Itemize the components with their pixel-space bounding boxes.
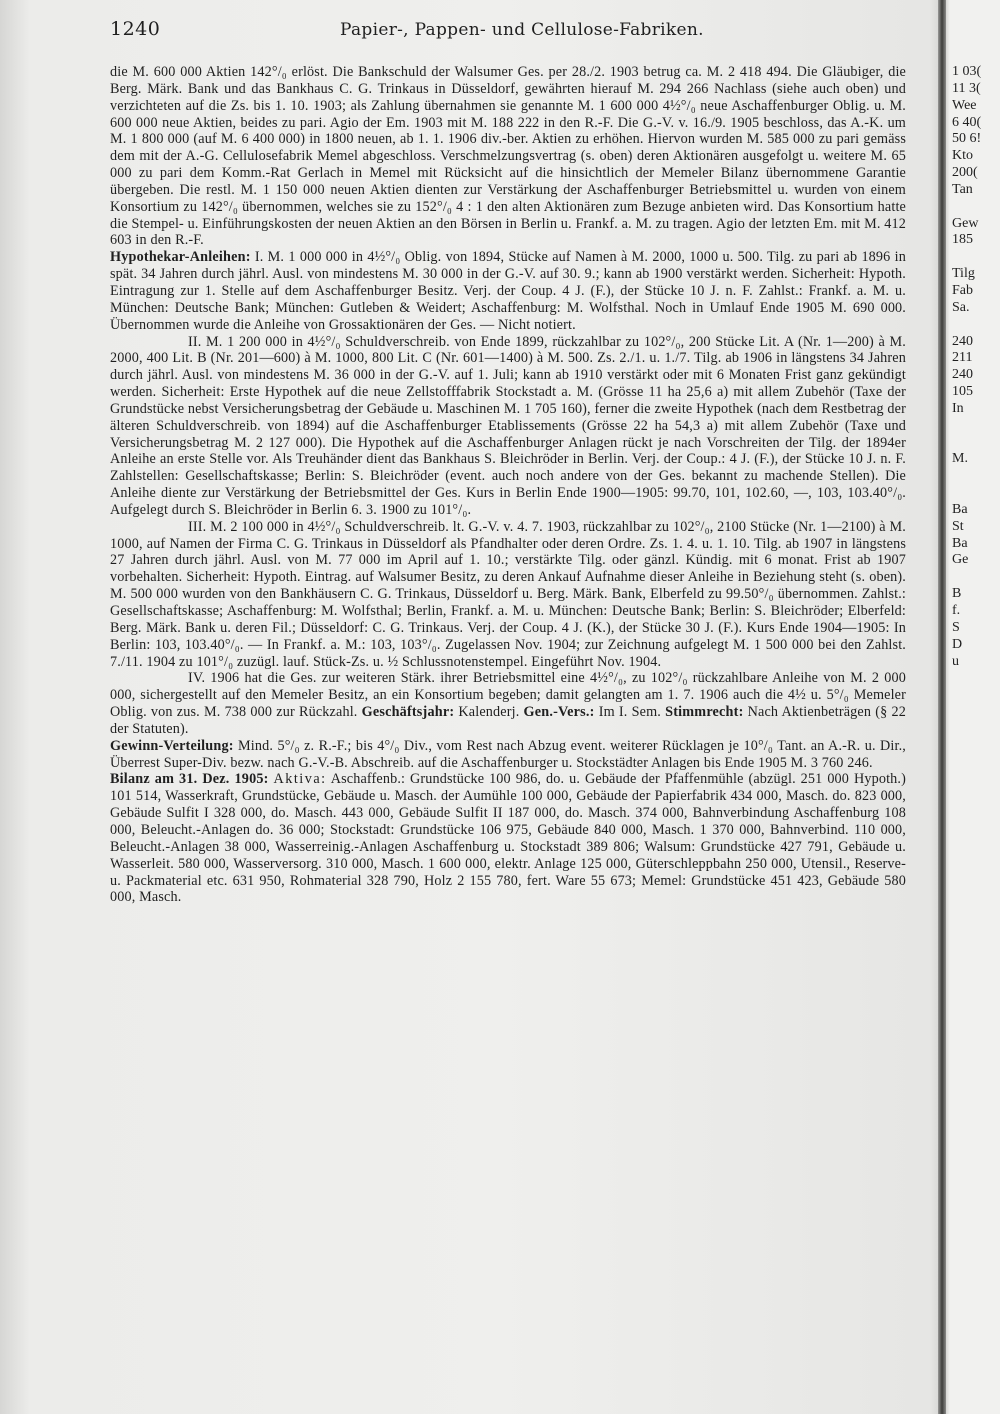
margin-fragment [952,670,1000,687]
general-meeting-label: Gen.-Vers.: [523,704,595,721]
general-meeting-value: Im I. Sem. [598,704,661,721]
voting-right-value: Nach Aktienbeträgen (§ 22 der Statuten). [110,704,906,737]
voting-right-label: Stimmrecht: [665,704,744,721]
margin-fragment [952,755,1000,772]
margin-fragment [952,1176,1000,1193]
profit-distribution-value: Mind. 5°/₀ z. R.-F.; bis 4°/₀ Div., vom Rest nach Abzug event. weiterer Rücklagen je 10°/₀ Tant. an A.-R. u. Dir., Überrest Super-Div. bezw. nach G.-V.-B. Abschreib. auf die Aschaffenburger u. Stockstädter Anlagen bis Ende 1905 M. 3 760 246. [110,737,906,771]
margin-fragment [952,687,1000,704]
margin-fragment [952,1310,1000,1327]
margin-fragment [952,1277,1000,1294]
margin-fragment [952,839,1000,856]
margin-fragment: 211 [952,350,973,366]
margin-fragment: In [952,400,964,416]
margin-fragment: M. [952,451,968,467]
margin-fragment [952,1024,1000,1041]
margin-fragment [952,1075,1000,1092]
margin-fragment [952,1226,1000,1243]
margin-fragment: Fab [952,282,973,298]
paragraph-mortgage-loan-4: IV. 1906 hat die Ges. zur weiteren Stärk. ihrer Betriebsmittel eine 4½°/₀, zu 102°/₀ rückzahlbare Anleihe von M. 2 000 000, sichergestellt auf den Memeler Besitz, an ein Konsortium begeben; damit gelangten am 1. 7. 1906 auch die 4½ u. 5°/₀ Memeler Oblig. von zus. M. 738 000 zur Rückzahl. Geschäftsjahr: Kalenderj. Gen.-Vers.: Im I. Sem. Stimmrecht: Nach Aktienbeträgen (§ 22 der Statuten). [110,670,906,737]
paragraph-profit-distribution [110,738,906,772]
margin-fragment [952,805,1000,822]
margin-fragment [952,485,1000,502]
balance-sheet-label: Bilanz am 31. Dez. 1905: [110,771,269,788]
margin-fragment: f. [952,603,961,618]
paragraph-mortgage-loan-2: II. M. 1 200 000 in 4½°/₀ Schuldverschreib. von Ende 1899, rückzahlbar zu 102°/₀, 200 Stücke Lit. A (Nr. 1—200) à M. 2000, 400 Lit. B (Nr. 201—600) à M. 1000, 800 Lit. C (Nr. 601—1400) à M. 500. Zs. 2./1. u. 1./7. Tilg. ab 1906 in längstens 34 Jahren durch jährl. Ausl. von mindestens M. 36 000 in der G.-V. auf 1. Juli; kann ab 1910 verstärkt oder mit 6 Monaten Frist ganz gekündigt werden. Sicherheit: Erste Hypothek auf die neue Zellstofffabrik Stockstadt a. M. (Grösse 11 ha 25,6 a) mit allem Zubehör (Taxe der Grundstücke nebst Versicherungsbetrag der Gebäude u. Maschinen M. 1 705 160), ferner die zweite Hypothek (nach dem Restbetrag der älteren Schuldverschreib. von 1894) auf die Aschaffenburger Etablissements (Grösse 22 ha 54,3 a) mit allem Zubehör (Taxe und Versicherungsbetrag M. 2 127 000). Die Hypothek auf die Aschaffenburger Anlagen rückt je nach Vorschreiten der Tilg. der 1894er Anleihe an erste Stelle vor. Als Treuhänder dient das Bankhaus S. Bleichröder in Berlin. Verj. der Coup.: 4 J. (F.), der Stücke 10 J. n. F. Zahlstellen: Gesellschaftskasse; Berlin: S. Bleichröder (event. auch noch andere von der Ges. bekannt zu machende Stellen). Die Anleihe diente zur Verstärkung der Betriebsmittel der Ges. Kurs in Berlin Ende 1900—1905: 99.70, 101, 102.60, —, 103, 103.40°/₀. Aufgelegt durch S. Bleichröder in Berlin 6. 3. 1900 zu 101°/₀. [110,333,906,518]
margin-fragment [952,317,1000,334]
margin-fragment: D [952,636,963,652]
margin-fragment: Ba [952,501,968,517]
margin-fragment: 185 [952,232,973,248]
margin-fragment [952,1058,1000,1075]
margin-fragment [952,788,1000,805]
margin-fragment: Wee [952,97,977,113]
margin-fragment [952,1378,1000,1395]
running-title: Papier-, Pappen- und Cellulose-Fabriken. [340,20,704,40]
margin-fragment: Tan [952,181,973,197]
margin-fragment: 6 40( [952,114,982,130]
margin-fragment: 11 3( [952,80,981,96]
margin-fragment [952,1125,1000,1142]
main-text-column [110,64,906,906]
margin-fragment [952,889,1000,906]
margin-fragment: 200( [952,165,978,181]
margin-fragment: 105 [952,384,973,400]
margin-fragment [952,704,1000,721]
margin-fragment [952,923,1000,940]
margin-fragment: Kto [952,148,973,164]
margin-fragment: B [952,586,962,602]
margin-fragment: 240 [952,367,973,383]
margin-fragment [952,1209,1000,1226]
paragraph-mortgage-loan-3: III. M. 2 100 000 in 4½°/₀ Schuldverschreib. lt. G.-V. v. 4. 7. 1903, rückzahlbar zu 102°/₀, 2100 Stücke (Nr. 1—2100) à M. 1000, auf Namen der Firma C. G. Trinkaus in Düsseldorf als Pfandhalter oder deren Ordre. Zs. 1. 4. u. 1. 10. Tilg. ab 1907 in längstens 27 Jahren durch jährl. Ausl. von M. 77 000 im April auf 1. 10.; verstärkte Tilg. oder gänzl. Kündig. mit 6 monat. Frist ab 1907 vorbehalten. Sicherheit: Hypoth. Eintrag. auf Walsumer Besitz, zu deren Ankauf Aufnahme dieser Anleihe in Beziehung steht (s. oben). M. 500 000 wurden von den Bankhäusern C. G. Trinkaus, Düsseldorf u. Berg. Märk. Bank, Elberfeld zu 99.50°/₀ übernommen. Zahlst.: Gesellschaftskasse; Aschaffenburg: M. Wolfsthal; Berlin, Frankf. a. M. u. München: Deutsche Bank; Berlin: S. Bleichröder; Elberfeld: Berg. Märk. Bank u. deren Fil.; Düsseldorf: C. G. Trinkaus. Verj. der Coup. 4 J. (K.), der Stücke 30 J. (F.). Kurs Ende 1904—1905: In Berlin: 103, 103.40°/₀. — In Frankf. a. M.: 103, 103°/₀. Zugelassen Nov. 1904; zur Zeichnung aufgelegt M. 1 500 000 bei den Zahlst. 7./11. 1904 zu 101°/₀ zuzügl. lauf. Stück-Zs. u. ½ Schlussnotenstempel. Eingeführt Nov. 1904. [110,518,906,670]
business-year-value: Kalenderj. [458,704,520,721]
margin-fragment: Tilg [952,266,975,282]
margin-fragment [952,822,1000,839]
margin-fragment [952,468,1000,485]
paragraph-balance-sheet [110,771,906,906]
margin-fragment: Gew [952,215,979,231]
margin-fragment [952,1091,1000,1108]
margin-fragment [952,249,1000,266]
margin-fragment [952,1193,1000,1210]
margin-fragment [952,990,1000,1007]
margin-fragment [952,1327,1000,1344]
margin-fragment [952,957,1000,974]
margin-fragment: St [952,518,964,534]
profit-distribution-label: Gewinn-Verteilung: [110,737,234,754]
book-gutter [938,0,946,1414]
margin-fragment [952,418,1000,435]
margin-fragment [952,1108,1000,1125]
margin-fragment [952,1260,1000,1277]
margin-fragment [952,1395,1000,1412]
page-number: 1240 [110,18,161,40]
margin-fragment [952,1041,1000,1058]
paragraph-capital-history: die M. 600 000 Aktien 142°/₀ erlöst. Die Bankschuld der Walsumer Ges. per 28./2. 1903 betrug ca. M. 2 418 494. Die Gläubiger, die Berg. Märk. Bank und das Bankhaus C. G. Trinkaus in Düsseldorf, gewährten hierauf M. 294 266 Nachlass (siehe auch oben) und verzichteten auf die Zs. bis 1. 10. 1903; als Zahlung übernahmen sie genannte M. 1 600 000 4½°/₀ neue Aschaffenburger Oblig. u. M. 600 000 neue Aktien, beides zu pari. Agio der Em. 1903 mit M. 188 222 in den R.-F. Die G.-V. v. 16./9. 1905 beschloss, das A.-K. um M. 1 800 000 (auf M. 6 400 000) in 1800 neuen, ab 1. 1. 1906 div.-ber. Aktien zu erhöhen. Hiervon wurden M. 585 000 zu pari gemäss dem mit der A.-G. Cellulosefabrik Memel abgeschloss. Verschmelzungsvertrag (s. oben) deren Aktionären ausgefolgt u. weitere M. 65 000 zu pari dem Komm.-Rat Gerlach in Memel mit Rücksicht auf die hinsichtlich der Memeler Bilanz übernommene Garantie übergeben. Die restl. M. 1 150 000 neuen Aktien dienten zur Verstärkung der Aschaffenburger Betriebsmittel u. wurden von einem Konsortium zu 142°/₀ übernommen, welches sie zu 152°/₀ 4 : 1 den alten Aktionären zum Bezuge anbieten wird. Das Konsortium hatte die Stempel- u. Einführungskosten der neuen Aktien an den Börsen in Berlin u. Frankf. a. M. zu tragen. Agio der letzten Em. mit M. 412 603 in den R.-F. [110,64,906,249]
margin-fragment [952,569,1000,586]
margin-fragment [952,771,1000,788]
balance-sheet-value: Aschaffenb.: Grundstücke 100 986, do. u. Gebäude der Pfaffenmühle (abzügl. 251 000 Hypoth.) 101 514, Wasserkraft, Grundstücke, Gebäude u. Masch. der Aumühle 100 000, Gebäude der Papierfabrik 434 000, Masch. do. 823 000, Gebäude Sulfit I 328 000, do. Masch. 443 000, Gebäude Sulfit II 187 000, do. Masch. 374 000, Bahnverbindung Aschaffenburg 108 000, Beleucht.-Anlagen do. 36 000; Stockstadt: Grundstücke 106 975, Gebäude 840 000, Masch. 1 370 000, Bahnverbind. 110 000, Beleucht.-Anlagen 38 000, Wasserreinig.-Anlagen Aschaffenburg u. Stockstadt 389 806; Walsum: Grundstücke 427 791, Gebäude u. Wasserleit. 580 000, Wasserversorg. 310 000, Masch. 1 600 000, elektr. Anlage 125 000, Güterschleppbahn 250 000, Utensil., Reserve- u. Packmaterial etc. 631 950, Rohmaterial 328 790, Holz 2 155 780, fert. Ware 55 673; Memel: Grundstücke 451 423, Gebäude 580 000, Masch. [110,771,906,906]
margin-fragment [952,435,1000,452]
margin-fragment [952,721,1000,738]
margin-fragment: Ba [952,535,968,551]
facing-page-margin [952,64,1000,1412]
margin-fragment [952,1142,1000,1159]
margin-fragment [952,856,1000,873]
margin-fragment: 1 03( [952,64,982,79]
margin-fragment [952,199,1000,216]
margin-fragment: u [952,653,959,669]
assets-label: Aktiva: [273,771,327,788]
margin-fragment: Ge [952,552,969,568]
margin-fragment [952,940,1000,957]
margin-fragment [952,974,1000,991]
margin-fragment [952,1361,1000,1378]
page-header [110,18,910,44]
margin-fragment: S [952,619,960,635]
margin-fragment [952,738,1000,755]
mortgage-loans-heading: Hypothekar-Anleihen: [110,249,251,266]
margin-fragment [952,906,1000,923]
margin-fragment [952,1243,1000,1260]
business-year-label: Geschäftsjahr: [361,704,455,721]
margin-fragment: 50 6! [952,131,982,147]
margin-fragment [952,1344,1000,1361]
margin-fragment: 240 [952,333,973,349]
margin-fragment [952,1294,1000,1311]
margin-fragment [952,1007,1000,1024]
margin-fragment [952,1159,1000,1176]
paragraph-mortgage-loan-1: Hypothekar-Anleihen: I. M. 1 000 000 in 4½°/₀ Oblig. von 1894, Stücke auf Namen à M. 2000, 1000 u. 500. Tilg. zu pari ab 1896 in spät. 34 Jahren durch jährl. Ausl. von mindestens M. 30 000 in der G.-V. auf 30. 9.; kann ab 1900 verstärkt werden. Sicherheit: Hypoth. Eintragung zur 1. Stelle auf dem Aschaffenburger Besitz. Verj. der Coup. 4 J. (F.), der Stücke 10 J. n. F. Zahlst.: Frankf. a. M. u. München: Deutsche Bank; München: Gutleben & Weidert; Aschaffenburg: M. Wolfsthal. Noch in Umlauf Ende 1905 M. 690 000. Übernommen wurde die Anleihe von Grossaktionären der Ges. — Nicht notiert. [110,249,906,333]
margin-fragment: Sa. [952,299,970,315]
margin-fragment [952,873,1000,890]
